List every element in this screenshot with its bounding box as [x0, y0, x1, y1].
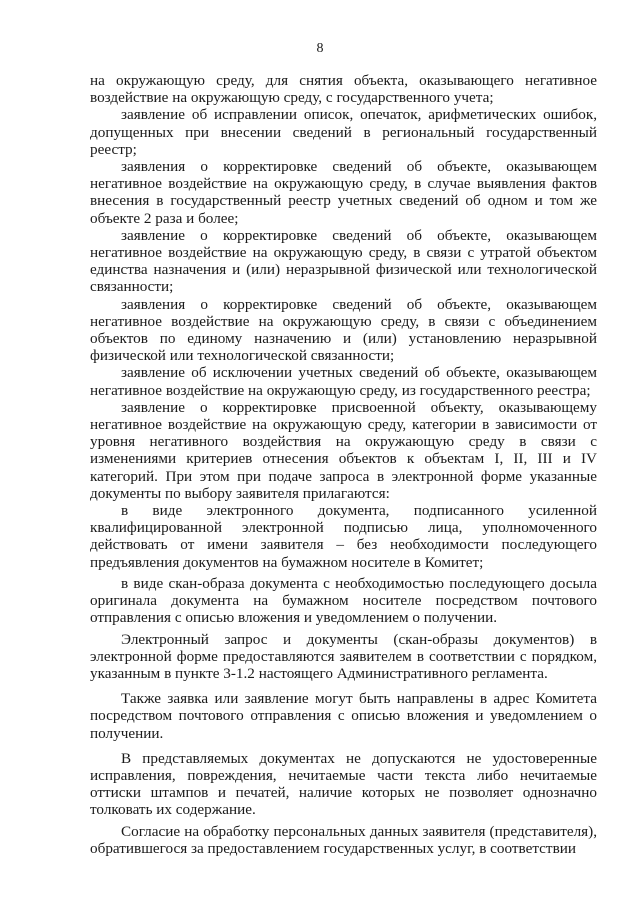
paragraph: В представляемых документах не допускаются не удостоверенные исправления, повреждения, нечитаемые части текста либо нечитаемые оттиски штампов и печатей, наличие которых не позволяет однозначно толковать их содержание. [90, 749, 597, 819]
paragraph: Электронный запрос и документы (скан-образы документов) в электронной форме предоставляются заявителем в соответствии с порядком, указанным в пункте 3-1.2 настоящего Административного регламента. [90, 630, 597, 682]
document-body [90, 72, 597, 857]
paragraph: заявление о корректировке сведений об объекте, оказывающем негативное воздействие на окружающую среду, в связи с утратой объектом единства назначения и (или) неразрывной физической или технологической связанности; [90, 226, 597, 296]
paragraph: Согласие на обработку персональных данных заявителя (представителя), обратившегося за предоставлением государственных услуг, в соответствии [90, 822, 597, 857]
paragraph: в виде скан-образа документа с необходимостью последующего досыла оригинала документа на бумажном носителе посредством почтового отправления с описью вложения и уведомлением о получении. [90, 574, 597, 627]
paragraph: заявление об исправлении описок, опечаток, арифметических ошибок, допущенных при внесении сведений в региональный государственный реестр; [90, 106, 597, 158]
paragraph: Также заявка или заявление могут быть направлены в адрес Комитета посредством почтового отправления с описью вложения и уведомлением о получении. [90, 690, 597, 742]
paragraph: заявление об исключении учетных сведений об объекте, оказывающем негативное воздействие на окружающую среду, из государственного реестра; [90, 364, 597, 399]
paragraph: заявление о корректировке присвоенной объекту, оказывающему негативное воздействие на окружающую среду, категории в зависимости от уровня негативного воздействия на окружающую среду в связи с изменениями критериев отнесения объектов к объектам I, II, III и IV категорий. При этом при подаче запроса в электронной форме указанные документы по выбору заявителя прилагаются: [90, 398, 597, 502]
paragraph: на окружающую среду, для снятия объекта, оказывающего негативное воздействие на окружающую среду, с государственного учета; [90, 72, 597, 107]
paragraph: заявления о корректировке сведений об объекте, оказывающем негативное воздействие на окружающую среду, в связи с объединением объектов по единому назначению и (или) установлению неразрывной физической или технологической связанности; [90, 295, 597, 365]
page-number: 8 [316, 41, 324, 56]
paragraph: в виде электронного документа, подписанного усиленной квалифицированной электронной подписью лица, уполномоченного действовать от имени заявителя – без необходимости последующего предъявления документов на бумажном носителе в Комитет; [90, 502, 597, 571]
paragraph: заявления о корректировке сведений об объекте, оказывающем негативное воздействие на окружающую среду, в случае выявления фактов внесения в государственный реестр учетных сведений об одном и том же объекте 2 раза и более; [90, 158, 597, 227]
